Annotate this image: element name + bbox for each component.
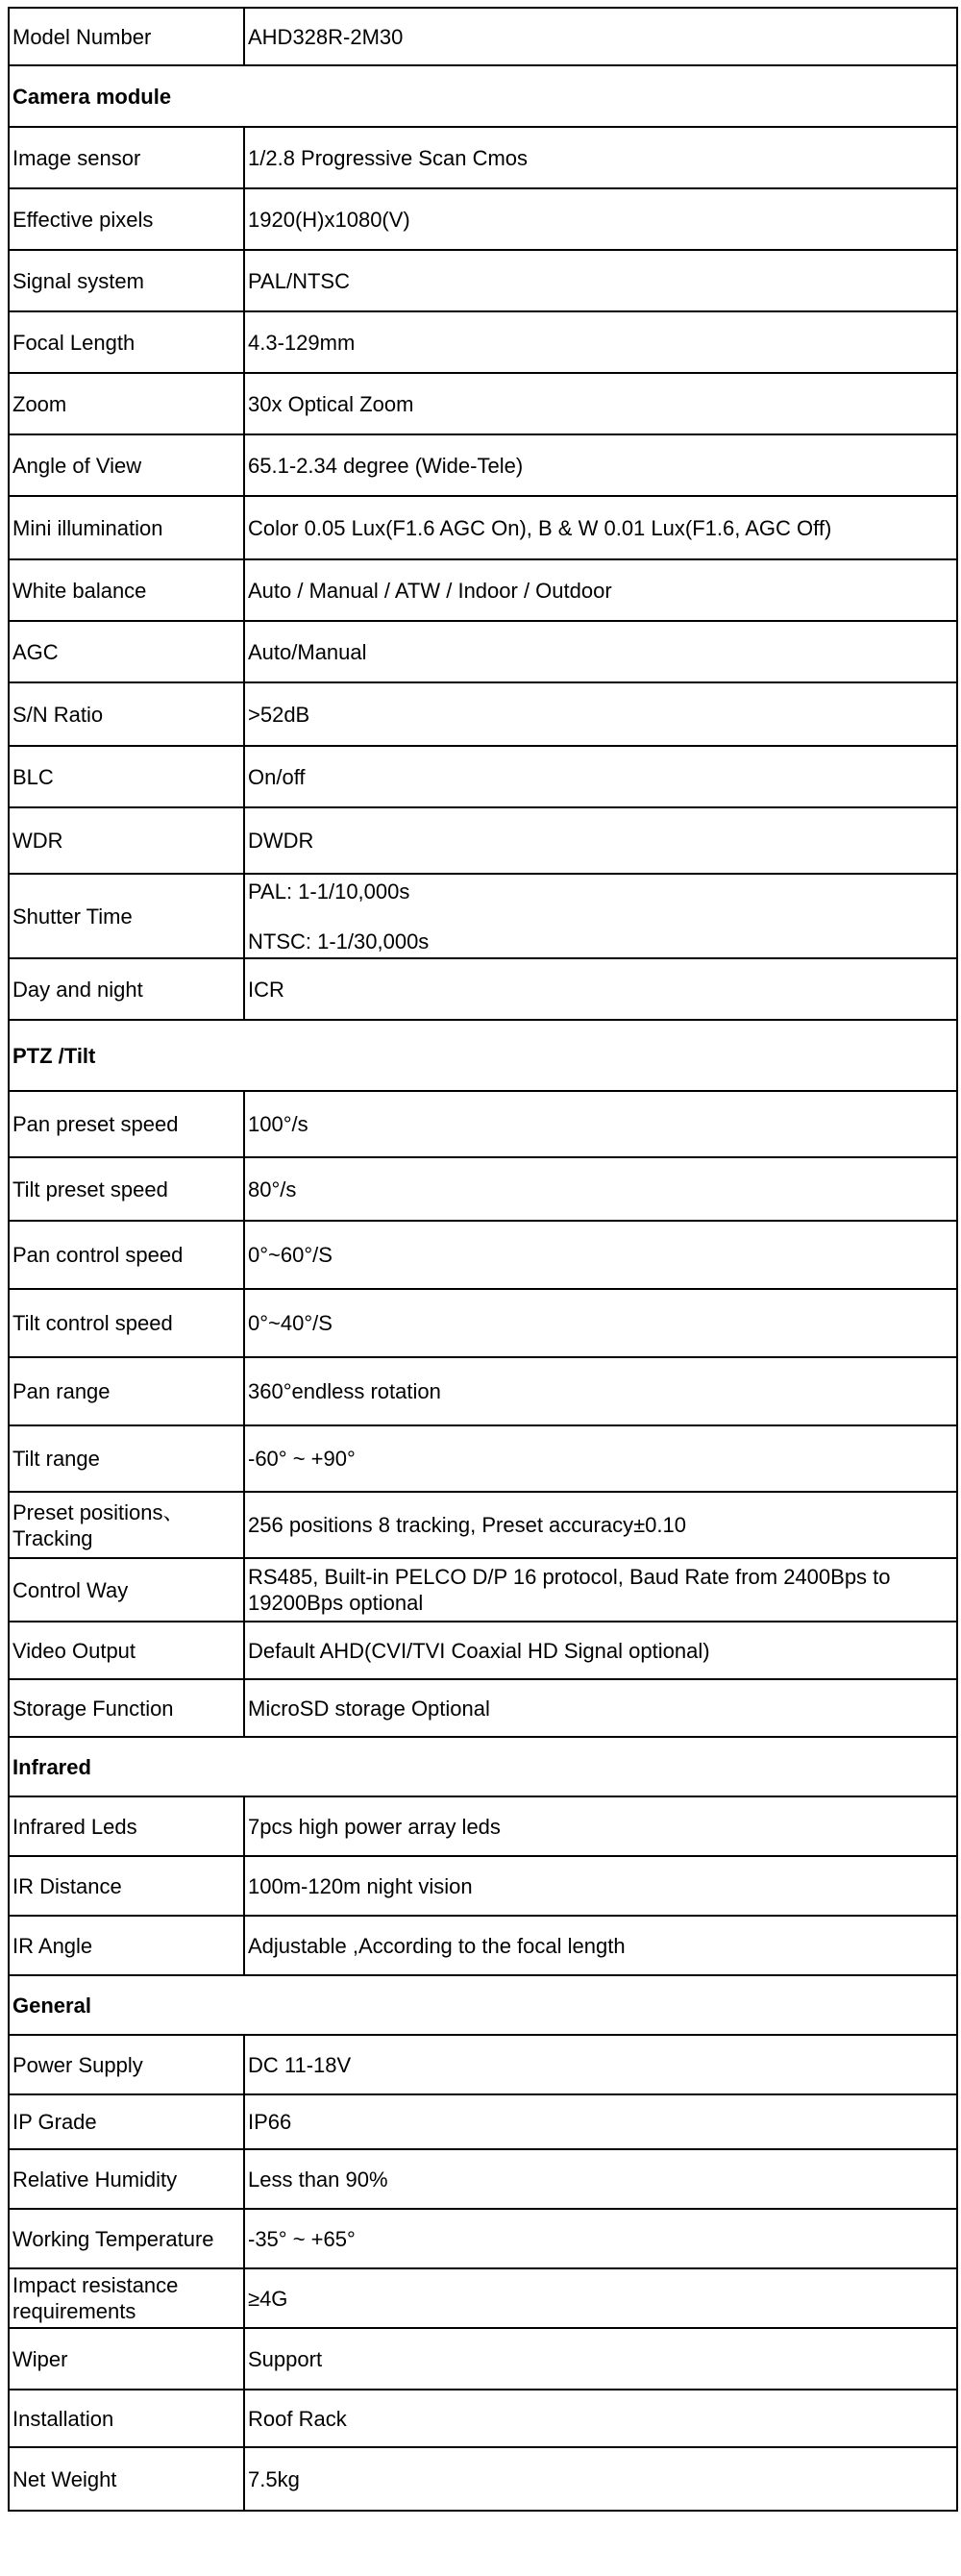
spec-value	[244, 311, 957, 373]
spec-label	[9, 2094, 244, 2149]
text-line: Pan control speed	[12, 1243, 184, 1267]
text-line: NTSC: 1-1/30,000s	[248, 929, 430, 954]
text-line: Effective pixels	[12, 207, 154, 232]
line-gap	[248, 904, 953, 929]
spec-value	[244, 1622, 957, 1679]
table-row	[9, 958, 957, 1020]
spec-label	[9, 1492, 244, 1558]
text-line: S/N Ratio	[12, 702, 104, 727]
spec-value	[244, 1425, 957, 1492]
text-line: IP Grade	[12, 2110, 97, 2134]
table-row	[9, 1622, 957, 1679]
text-line: 1920(H)x1080(V)	[248, 207, 410, 232]
text-line: -35° ~ +65°	[248, 2226, 356, 2251]
section-header-row	[9, 1737, 957, 1796]
spec-label	[9, 1622, 244, 1679]
spec-value	[244, 1558, 957, 1622]
spec-value	[244, 434, 957, 496]
text-line: IR Distance	[12, 1873, 122, 1898]
spec-label	[9, 2447, 244, 2511]
spec-value: AHD328R-2M30	[244, 8, 957, 65]
text-line: 256 positions 8 tracking, Preset accuracy±0.10	[248, 1513, 686, 1537]
spec-value	[244, 807, 957, 874]
spec-label	[9, 2390, 244, 2447]
table-row	[9, 1558, 957, 1622]
spec-label	[9, 2209, 244, 2268]
text-line: AGC	[12, 639, 59, 664]
spec-value	[244, 621, 957, 682]
spec-value	[244, 2328, 957, 2390]
spec-value	[244, 1289, 957, 1357]
section-title: Camera module	[9, 65, 957, 127]
text-line: Control Way	[12, 1577, 129, 1602]
spec-label	[9, 496, 244, 559]
spec-label	[9, 373, 244, 434]
section-header-row	[9, 1020, 957, 1091]
section-title: Infrared	[9, 1737, 957, 1796]
table-row	[9, 2149, 957, 2209]
text-line: Auto / Manual / ATW / Indoor / Outdoor	[248, 578, 612, 603]
table-row	[9, 250, 957, 311]
text-line: MicroSD storage Optional	[248, 1696, 490, 1721]
text-line: Wiper	[12, 2346, 68, 2371]
spec-label	[9, 559, 244, 621]
text-line: PAL/NTSC	[248, 268, 350, 293]
table-row	[9, 127, 957, 188]
table-row	[9, 559, 957, 621]
spec-value	[244, 1916, 957, 1975]
table-row	[9, 1856, 957, 1916]
table-row	[9, 1091, 957, 1157]
table-row	[9, 434, 957, 496]
spec-label	[9, 1425, 244, 1492]
text-line: Video Output	[12, 1638, 136, 1663]
spec-label	[9, 2268, 244, 2328]
text-line: Working Temperature	[12, 2226, 214, 2251]
spec-label	[9, 2149, 244, 2209]
text-line: requirements	[12, 2299, 136, 2323]
spec-value	[244, 682, 957, 746]
text-line: Pan range	[12, 1379, 111, 1403]
text-line: Relative Humidity	[12, 2167, 178, 2192]
spec-value	[244, 1856, 957, 1916]
spec-value	[244, 1796, 957, 1856]
table-row	[9, 2094, 957, 2149]
table-row	[9, 311, 957, 373]
spec-value	[244, 1091, 957, 1157]
spec-label	[9, 1357, 244, 1425]
spec-label	[9, 874, 244, 958]
text-line: Day and night	[12, 977, 143, 1002]
text-line: Mini illumination	[12, 515, 163, 540]
text-line: 100m-120m night vision	[248, 1873, 473, 1898]
spec-label	[9, 188, 244, 250]
text-line: ≥4G	[248, 2286, 288, 2311]
spec-label	[9, 2035, 244, 2094]
text-line: Storage Function	[12, 1696, 174, 1721]
spec-value	[244, 2035, 957, 2094]
table-row	[9, 373, 957, 434]
table-row	[9, 807, 957, 874]
text-line: Roof Rack	[248, 2406, 347, 2431]
spec-value	[244, 958, 957, 1020]
text-line: ICR	[248, 977, 284, 1002]
spec-value	[244, 2390, 957, 2447]
text-line: 0°~60°/S	[248, 1243, 333, 1267]
section-header-row	[9, 65, 957, 127]
table-row	[9, 2268, 957, 2328]
text-line: 65.1-2.34 degree (Wide-Tele)	[248, 453, 524, 478]
text-line: Angle of View	[12, 453, 142, 478]
text-line: BLC	[12, 764, 54, 789]
table-row	[9, 2390, 957, 2447]
text-line: Power Supply	[12, 2052, 143, 2077]
spec-label	[9, 1558, 244, 1622]
text-line: -60° ~ +90°	[248, 1447, 356, 1471]
spec-value	[244, 2149, 957, 2209]
table-row	[9, 1425, 957, 1492]
text-line: 7pcs high power array leds	[248, 1814, 501, 1839]
spec-value	[244, 2209, 957, 2268]
spec-label	[9, 311, 244, 373]
table-row	[9, 874, 957, 958]
table-row	[9, 621, 957, 682]
table-row	[9, 2447, 957, 2511]
table-row	[9, 1157, 957, 1221]
text-line: IP66	[248, 2110, 292, 2134]
text-line: IR Angle	[12, 1933, 93, 1958]
spec-label	[9, 1856, 244, 1916]
spec-table	[8, 7, 958, 2512]
spec-label	[9, 621, 244, 682]
spec-label	[9, 1221, 244, 1289]
text-line: 19200Bps optional	[248, 1591, 424, 1615]
text-line: 7.5kg	[248, 2466, 300, 2491]
spec-label	[9, 2328, 244, 2390]
text-line: Preset positions、	[12, 1499, 185, 1524]
text-line: >52dB	[248, 702, 310, 727]
spec-value	[244, 373, 957, 434]
spec-value	[244, 496, 957, 559]
spec-value	[244, 127, 957, 188]
text-line: 30x Optical Zoom	[248, 391, 414, 416]
spec-value	[244, 250, 957, 311]
text-line: Support	[248, 2346, 323, 2371]
spec-label	[9, 1796, 244, 1856]
spec-value	[244, 559, 957, 621]
text-line: Tilt control speed	[12, 1311, 173, 1335]
text-line: 4.3-129mm	[248, 330, 356, 355]
spec-value	[244, 2268, 957, 2328]
section-title: General	[9, 1975, 957, 2035]
table-row	[9, 1916, 957, 1975]
table-row	[9, 1357, 957, 1425]
text-line: 80°/s	[248, 1177, 297, 1201]
text-line: Focal Length	[12, 330, 136, 355]
text-line: Image sensor	[12, 145, 141, 170]
text-line: Zoom	[12, 391, 67, 416]
spec-label: Model Number	[9, 8, 244, 65]
text-line: Color 0.05 Lux(F1.6 AGC On), B & W 0.01 Lux(F1.6, AGC Off)	[248, 515, 832, 540]
spec-label	[9, 1157, 244, 1221]
spec-label	[9, 127, 244, 188]
text-line: White balance	[12, 578, 147, 603]
spec-value	[244, 1157, 957, 1221]
text-line: Impact resistance	[12, 2273, 179, 2297]
spec-label	[9, 250, 244, 311]
spec-label	[9, 1916, 244, 1975]
table-row	[9, 8, 957, 65]
text-line: Tilt range	[12, 1447, 100, 1471]
spec-label	[9, 1289, 244, 1357]
table-row	[9, 1679, 957, 1737]
text-line: Tracking	[12, 1525, 93, 1550]
table-row	[9, 496, 957, 559]
spec-label	[9, 807, 244, 874]
text-line: RS485, Built-in PELCO D/P 16 protocol, Baud Rate from 2400Bps to	[248, 1565, 891, 1589]
spec-value	[244, 1492, 957, 1558]
text-line: Adjustable ,According to the focal length	[248, 1933, 626, 1958]
table-row	[9, 2209, 957, 2268]
table-row	[9, 746, 957, 807]
spec-label	[9, 1091, 244, 1157]
spec-label	[9, 682, 244, 746]
text-line: Less than 90%	[248, 2167, 388, 2192]
table-row	[9, 1492, 957, 1558]
text-line: Auto/Manual	[248, 639, 367, 664]
text-line: 360°endless rotation	[248, 1379, 441, 1403]
spec-value	[244, 1679, 957, 1737]
table-row	[9, 1796, 957, 1856]
text-line: 100°/s	[248, 1112, 308, 1136]
table-row	[9, 188, 957, 250]
section-title: PTZ /Tilt	[9, 1020, 957, 1091]
text-line: Signal system	[12, 268, 144, 293]
text-line: PAL: 1-1/10,000s	[248, 879, 410, 904]
spec-label	[9, 746, 244, 807]
spec-label	[9, 958, 244, 1020]
table-row	[9, 2035, 957, 2094]
table-row	[9, 2328, 957, 2390]
table-row	[9, 1289, 957, 1357]
text-line: 0°~40°/S	[248, 1311, 333, 1335]
spec-value	[244, 2094, 957, 2149]
text-line: Infrared Leds	[12, 1814, 137, 1839]
section-header-row	[9, 1975, 957, 2035]
text-line: Pan preset speed	[12, 1112, 179, 1136]
table-row	[9, 682, 957, 746]
text-line: Default AHD(CVI/TVI Coaxial HD Signal optional)	[248, 1638, 710, 1663]
spec-value	[244, 874, 957, 958]
text-line: Tilt preset speed	[12, 1177, 168, 1201]
spec-value	[244, 188, 957, 250]
text-line: Shutter Time	[12, 904, 133, 929]
text-line: DC 11-18V	[248, 2052, 352, 2077]
spec-value	[244, 746, 957, 807]
spec-label	[9, 1679, 244, 1737]
text-line: Net Weight	[12, 2466, 117, 2491]
text-line: WDR	[12, 829, 63, 853]
spec-label	[9, 434, 244, 496]
spec-value	[244, 1221, 957, 1289]
spec-value	[244, 2447, 957, 2511]
spec-value	[244, 1357, 957, 1425]
text-line: 1/2.8 Progressive Scan Cmos	[248, 145, 529, 170]
text-line: Installation	[12, 2406, 114, 2431]
table-row	[9, 1221, 957, 1289]
text-line: DWDR	[248, 829, 314, 853]
text-line: On/off	[248, 764, 306, 789]
